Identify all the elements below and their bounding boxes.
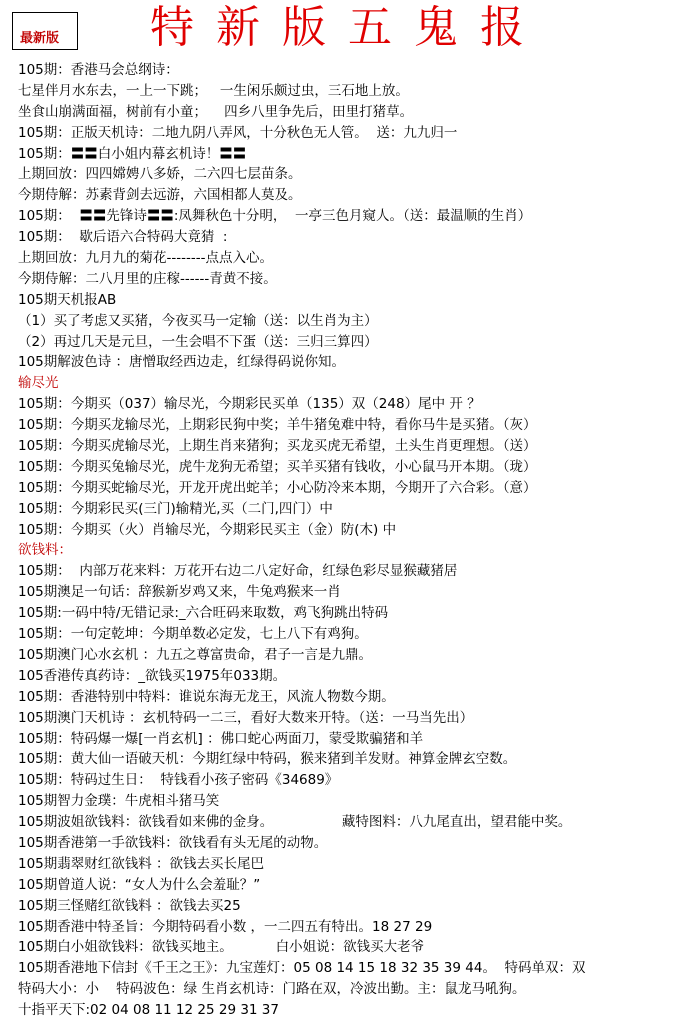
text-line: 105期曾道人说：“女人为什么会羞耻？” xyxy=(18,876,261,893)
text-line: 105期：今期买虎输尽光，上期生肖来猪狗；买龙买虎无希望，土头生肖更理想。（送） xyxy=(18,438,537,455)
text-line: 105期香港第一手欲钱料：欲钱看有头无尾的动物。 xyxy=(18,834,328,851)
text-line: 105期澳门天机诗 ：玄机特码一二三，看好大数来开特。（送：一马当先出） xyxy=(18,709,474,726)
section-heading: 输尽光 xyxy=(18,375,59,392)
text-line: 105期解波色诗 ：唐憎取经西边走，红绿得码说你知。 xyxy=(18,354,346,371)
text-line: 今期侍解：苏素背剑去远游，六国相都人莫及。 xyxy=(18,187,302,204)
text-line: 105期： 歇后语六合特码大竟猜 : xyxy=(18,229,228,246)
text-line: 105香港传真药诗：_欲钱买1975年033期。 xyxy=(18,667,287,684)
edition-badge xyxy=(12,12,78,50)
text-line: 七星伴月水东去，一上一下跳； 一生闲乐颇过虫，三石地上放。 xyxy=(18,82,409,99)
text-line: 今期侍解：二八月里的庄稼------青黄不接。 xyxy=(18,270,277,287)
text-line: 105期：正版天机诗：二地九阴八弄风，十分秋色无人管。 送：九九归一 xyxy=(18,124,458,141)
text-line: 特码大小：小 特码波色：绿 生肖玄机诗：门路在双，冷波出勤。主：鼠龙马吼狗。 xyxy=(18,981,526,998)
text-line: 105期波姐欲钱料：欲钱看如来佛的金身。 藏特图料：八九尾直出，望君能中奖。 xyxy=(18,814,572,831)
text-line: 105期：特码过生日： 特钱看小孩子密码《34689》 xyxy=(18,772,339,789)
text-line: 105期：今期买（037）输尽光，今期彩民买单（135）双（248）尾中 开 ？ xyxy=(18,396,481,413)
text-line: 105期：香港特别中特料：谁说东海无龙王，风流人物数今期。 xyxy=(18,688,395,705)
text-line: 坐食山崩满面福，树前有小童； 四乡八里争先后，田里打猪草。 xyxy=(18,103,414,120)
text-line: 105期：今期彩民买(三门)输精光,买（二门,四门）中 xyxy=(18,500,333,517)
text-line: 105期：〓〓白小姐内幕玄机诗！〓〓 xyxy=(18,145,247,162)
section-heading: 欲钱料： xyxy=(18,542,72,559)
text-line: （2）再过几天是元旦，一生会唱不下蛋（送：三归三算四） xyxy=(18,333,378,350)
page-title: 特新版五鬼报 xyxy=(150,2,546,53)
text-line: 105期天机报AB xyxy=(18,291,117,308)
text-line: 105期：一句定乾坤：今期单数必定发，七上八下有鸡狗。 xyxy=(18,626,368,643)
text-line: 105期：今期买兔输尽光，虎牛龙狗无希望；买羊买猪有钱收，小心鼠马开本期。（珑） xyxy=(18,458,537,475)
text-line: 105期：今期买龙输尽光，上期彩民狗中奖；羊牛猪兔难中特，看你马牛是买猪。（灰） xyxy=(18,417,537,434)
text-line: 上期回放：四四嫦娉八多娇，二六四七层苗条。 xyxy=(18,166,302,183)
text-line: 105期：香港马会总纲诗： xyxy=(18,62,179,78)
text-line: 105期：黄大仙一语破天机：今期红绿中特码，猴来猪到羊发财。神算金牌玄空数。 xyxy=(18,751,517,768)
text-line: 105期：特码爆一爆[一肖玄机] ：佛口蛇心两面刀，蒙受欺骗猪和羊 xyxy=(18,730,424,747)
text-line: 105期香港中特圣旨：今期特码看小数 ，一二四五有特出。18 27 29 xyxy=(18,918,433,935)
text-line: 105期三怪赌红欲钱料 ：欲钱去买25 xyxy=(18,897,241,914)
text-line: 105期白小姐欲钱料：欲钱买地主。 白小姐说：欲钱买大老爷 xyxy=(18,939,425,956)
text-line: （1）买了考虑又买猪，今夜买马一定输（送：以生肖为主） xyxy=(18,312,378,329)
text-line: 105期澳足一句话：辞猴新岁鸡又来，牛兔鸡猴来一肖 xyxy=(18,584,341,601)
text-line: 十指平天下:02 04 08 11 12 25 29 31 37 xyxy=(18,1002,279,1019)
text-line: 105期:一码中特/无错记录:_六合旺码来取数，鸡飞狗跳出特码 xyxy=(18,605,389,622)
text-line: 105期翡翠财红欲钱料 ：欲钱去买长尾巴 xyxy=(18,855,265,872)
text-line: 105期：今期买（火）肖输尽光，今期彩民买主（金）防(木) 中 xyxy=(18,521,397,538)
text-line: 105期： 内部万花来料：万花开右边二八定好命，红绿色彩尽显猴藏猪居 xyxy=(18,563,458,580)
page-header xyxy=(0,0,696,58)
article-body xyxy=(18,60,694,1021)
text-line: 105期： 〓〓先锋诗〓〓:凤舞秋色十分明， 一亭三色月窥人。（送：最温顺的生肖） xyxy=(18,208,532,225)
text-line: 105期智力金璞：牛虎相斗猪马笑 xyxy=(18,793,220,810)
text-line: 105期香港地下信封《千王之王》：九宝莲灯：05 08 14 15 18 32 35 39 44。 特码单双：双 xyxy=(18,960,586,977)
edition-badge-label: 最新版 xyxy=(20,31,60,46)
text-line: 上期回放：九月九的菊花--------点点入心。 xyxy=(18,250,273,267)
text-line: 105期：今期买蛇输尽光，开龙开虎出蛇羊；小心防冷来本期，今期开了六合彩。（意） xyxy=(18,479,537,496)
text-line: 105期澳门心水玄机 ：九五之尊富贵命，君子一言是九鼎。 xyxy=(18,646,373,663)
